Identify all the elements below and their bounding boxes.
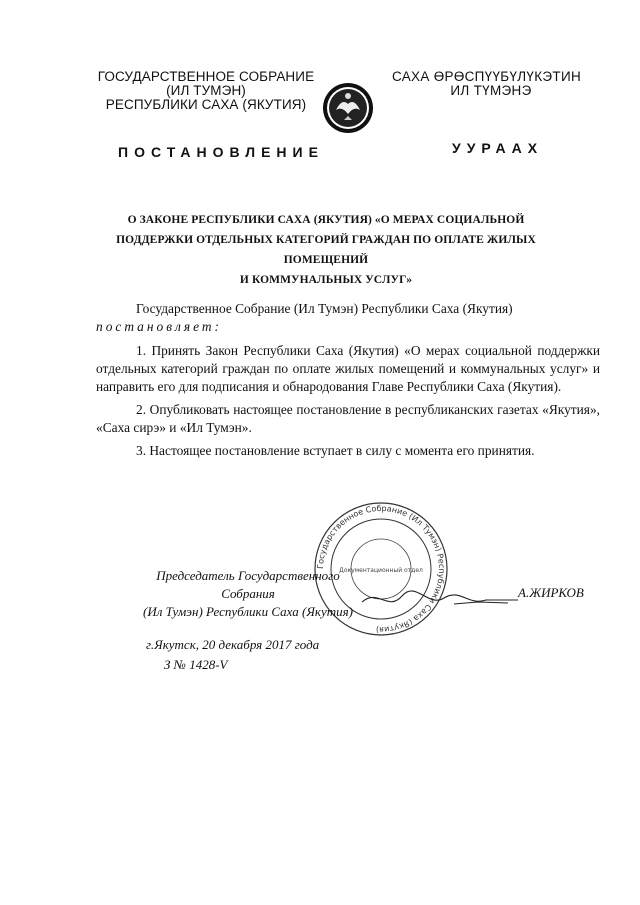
signatory-position	[128, 567, 368, 621]
stamp-inner-text: Документационный отдел	[339, 567, 423, 574]
document-number: З № 1428-V	[164, 657, 228, 672]
signatory-name: А.ЖИРКОВ	[518, 585, 584, 600]
header-left	[86, 70, 326, 112]
place-date-line: г.Якутск, 20 декабря 2017 года	[146, 637, 320, 652]
header-left-line-2: (ИЛ ТУМЭН)	[166, 83, 246, 98]
signatory-position-line-2: (Ил Тумэн) Республики Саха (Якутия)	[143, 604, 353, 619]
header-left-line-1: ГОСУДАРСТВЕННОЕ СОБРАНИЕ	[97, 69, 315, 84]
header-right-line-1: САХА ӨРӨСПҮҮБҮЛҮКЭТИН	[392, 69, 581, 84]
handwritten-signature	[358, 578, 528, 618]
header-right	[386, 70, 596, 98]
doc-type-sakha: УУРААХ	[452, 140, 544, 156]
signatory-position-line-1: Председатель Государственного Собрания	[156, 568, 340, 601]
title-line-3: И КОММУНАЛЬНЫХ УСЛУГ»	[239, 274, 413, 286]
intro-paragraph: Государственное Собрание (Ил Тумэн) Республики Саха (Якутия)	[136, 301, 513, 316]
item-1: 1. Принять Закон Республики Саха (Якутия) «О мерах социальной поддержки отдельных категорий граждан по оплате жилых помещений и коммунальных услуг» и направить его для подписания и обнародования Главе Республики Саха (Якутия).	[96, 343, 600, 394]
stamp-outer-text: Государственное Собрание (Ил Тумэн) Республики Саха (Якутия)	[315, 503, 447, 635]
decree-word: постановляет:	[96, 319, 222, 334]
coat-of-arms-icon	[322, 80, 374, 136]
place-and-date	[146, 635, 319, 675]
document-title	[96, 210, 556, 290]
document-body	[96, 300, 600, 465]
doc-type-ru: ПОСТАНОВЛЕНИЕ	[118, 144, 324, 160]
title-line-1: О ЗАКОНЕ РЕСПУБЛИКИ САХА (ЯКУТИЯ) «О МЕРАХ СОЦИАЛЬНОЙ	[127, 214, 525, 226]
header-right-line-2: ИЛ ТҮМЭНЭ	[450, 83, 532, 98]
header-left-line-3: РЕСПУБЛИКИ САХА (ЯКУТИЯ)	[105, 97, 307, 112]
title-line-2: ПОДДЕРЖКИ ОТДЕЛЬНЫХ КАТЕГОРИЙ ГРАЖДАН ПО ОПЛАТЕ ЖИЛЫХ ПОМЕЩЕНИЙ	[116, 234, 536, 266]
item-2: 2. Опубликовать настоящее постановление в республиканских газетах «Якутия», «Саха сирэ» и «Ил Тумэн».	[96, 402, 600, 435]
item-3: 3. Настоящее постановление вступает в силу с момента его принятия.	[136, 443, 535, 458]
